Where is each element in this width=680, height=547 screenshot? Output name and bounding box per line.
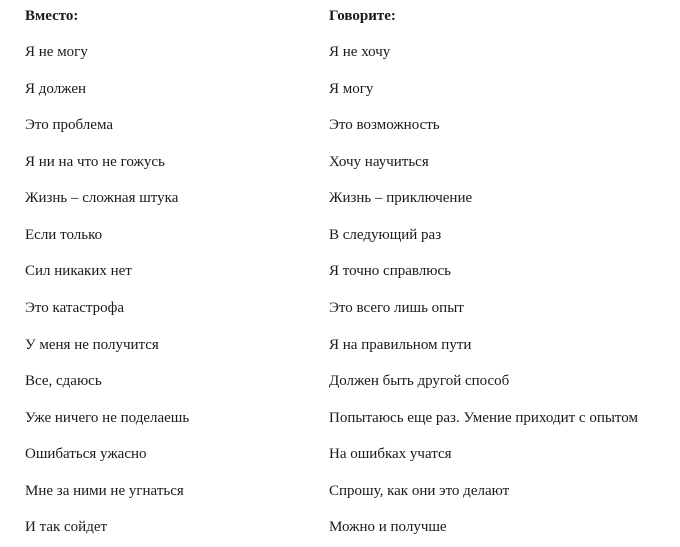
row-say-text: Хочу научиться [329,154,429,170]
table-row [0,442,680,466]
row-say-text: Спрошу, как они это делают [329,483,510,499]
row-instead-text: Я ни на что не гожусь [25,154,165,170]
table-header [0,4,680,28]
row-say-text: Это всего лишь опыт [329,300,464,316]
table-row [0,515,680,539]
row-say-text: Я точно справлюсь [329,263,451,279]
row-instead-text: И так сойдет [25,519,108,535]
row-instead-text: Уже ничего не поделаешь [25,410,190,426]
row-instead-text: Это катастрофа [25,300,125,316]
table-row [0,113,680,137]
row-say-text: Я могу [329,81,374,97]
table-row [0,186,680,210]
row-instead-text: Я не могу [25,44,88,60]
row-say-text: Это возможность [329,117,440,133]
table-row [0,333,680,357]
row-say-text: Я на правильном пути [329,337,472,353]
table-row [0,77,680,101]
row-instead-text: Ошибаться ужасно [25,446,147,462]
row-instead-text: Все, сдаюсь [25,373,102,389]
table-row [0,296,680,320]
table-row [0,223,680,247]
row-say-text: Жизнь – приключение [329,190,473,206]
row-instead-text: Это проблема [25,117,113,133]
table-row [0,369,680,393]
row-instead-text: Я должен [25,81,87,97]
header-instead: Вместо: [25,8,79,24]
row-instead-text: Мне за ними не угнаться [25,483,184,499]
row-instead-text: Жизнь – сложная штука [25,190,179,206]
table-row [0,150,680,174]
row-instead-text: Если только [25,227,103,243]
row-instead-text: Сил никаких нет [25,263,132,279]
table-row [0,40,680,64]
header-say: Говорите: [329,8,396,24]
table-row [0,406,680,430]
row-say-text: Попытаюсь еще раз. Умение приходит с опытом [329,410,638,426]
row-say-text: Можно и получше [329,519,447,535]
row-say-text: Я не хочу [329,44,391,60]
table-row [0,479,680,503]
row-instead-text: У меня не получится [25,337,159,353]
row-say-text: На ошибках учатся [329,446,452,462]
row-say-text: Должен быть другой способ [329,373,510,389]
row-say-text: В следующий раз [329,227,442,243]
table-row [0,259,680,283]
